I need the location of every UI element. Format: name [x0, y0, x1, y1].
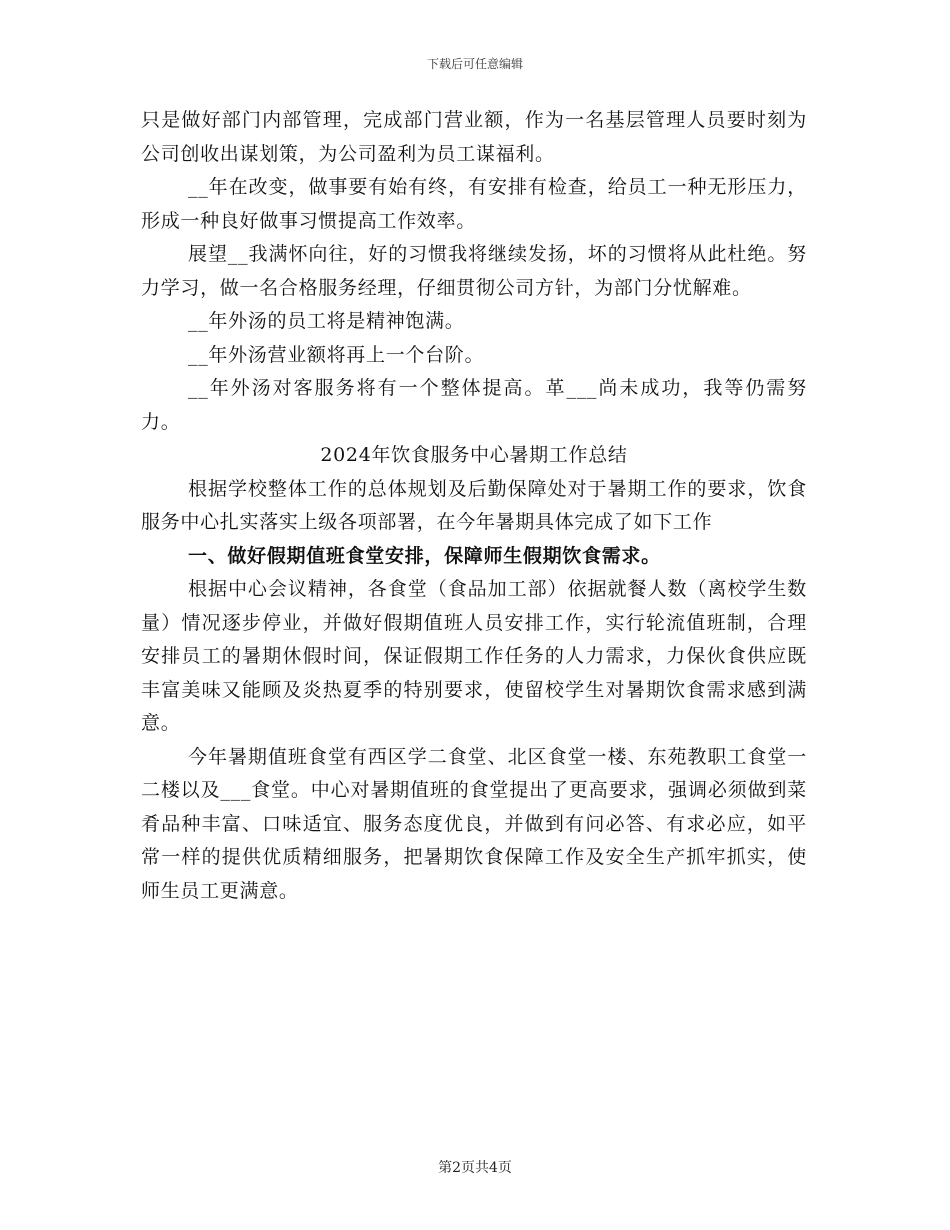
paragraph-section1-body: 根据中心会议精神，各食堂（食品加工部）依据就餐人数（离校学生数量）情况逐步停业，并做好假期值班人员安排工作，实行轮流值班制，合理安排员工的暑期休假时间，保证假期工作任务的人力需求，力保伙食供应既丰富美味又能顾及炎热夏季的特别要求，使留校学生对暑期饮食需求感到满意。 — [141, 578, 807, 734]
paragraph-intro: 根据学校整体工作的总体规划及后勤保障处对于暑期工作的要求，饮食服务中心扎实落实上级各项部署，在今年暑期具体完成了如下工作 — [141, 477, 807, 533]
section-heading-1: 一、做好假期值班食堂安排，保障师生假期饮食需求。 — [188, 544, 661, 567]
paragraph-change: __年在改变，做事要有始有终，有安排有检查，给员工一种无形压力，形成一种良好做事习惯提高工作效率。 — [141, 176, 807, 232]
paragraph-outlook: 展望__我满怀向往，好的习惯我将继续发扬，坏的习惯将从此杜绝。努力学习，做一名合格服务经理，仔细贯彻公司方针，为部门分忧解难。 — [141, 243, 807, 299]
paragraph-service-goal: __年外汤对客服务将有一个整体提高。革___尚未成功，我等仍需努力。 — [141, 377, 807, 433]
page-number: 第2页共4页 — [438, 1160, 512, 1176]
document-body — [141, 104, 807, 908]
paragraph-duty-canteens: 今年暑期值班食堂有西区学二食堂、北区食堂一楼、东苑教职工食堂一二楼以及___食堂。中心对暑期值班的食堂提出了更高要求，强调必须做到菜肴品种丰富、口味适宜、服务态度优良，并做到有问必答、有求必应，如平常一样的提供优质精细服务，把暑期饮食保障工作及安全生产抓牢抓实，使师生员工更满意。 — [141, 745, 807, 902]
page-header-note: 下载后可任意编辑 — [426, 57, 523, 71]
paragraph-staff-goal: __年外汤的员工将是精神饱满。 — [188, 310, 465, 332]
paragraph-continuation: 只是做好部门内部管理，完成部门营业额，作为一名基层管理人员要时刻为公司创收出谋划策，为公司盈利为员工谋福利。 — [141, 109, 807, 165]
document-title: 2024年饮食服务中心暑期工作总结 — [320, 444, 628, 466]
paragraph-revenue-goal: __年外汤营业额将再上一个台阶。 — [188, 343, 485, 366]
